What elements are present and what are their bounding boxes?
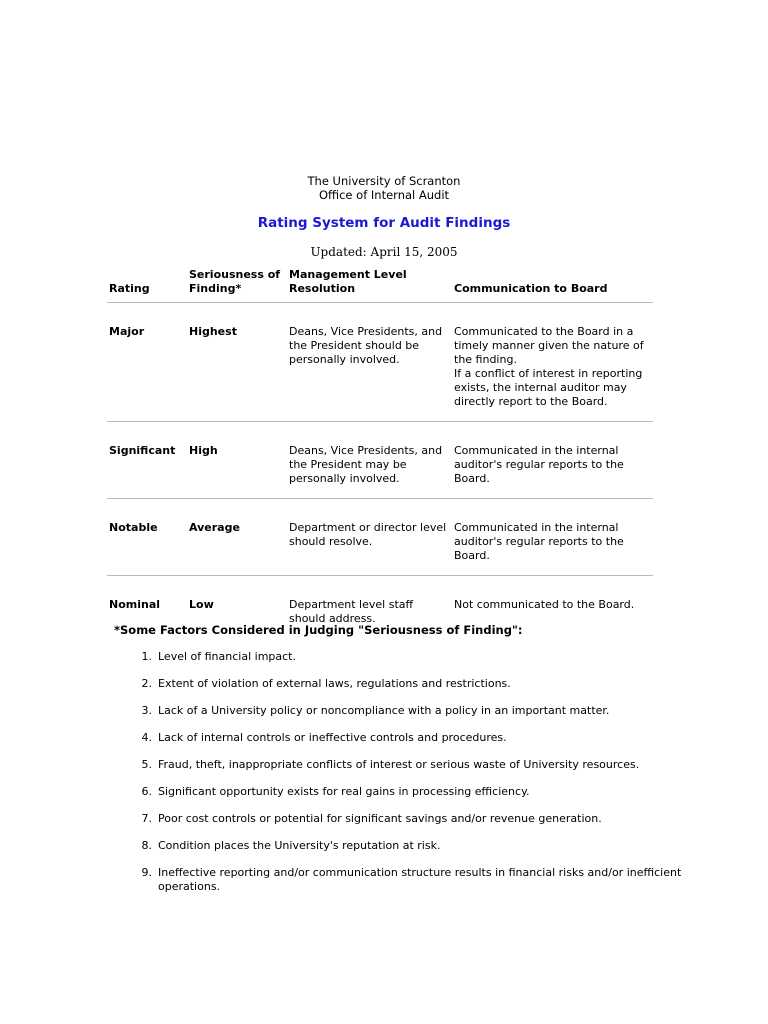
- factors-list: [114, 650, 698, 907]
- cell-communication: Communicated in the internal auditor's regular reports to the Board.: [452, 422, 653, 499]
- factors-heading: *Some Factors Considered in Judging "Seriousness of Finding":: [114, 623, 523, 637]
- table-row: [107, 422, 653, 499]
- table-row: [107, 499, 653, 576]
- rating-table: [107, 268, 653, 630]
- cell-seriousness: Low: [189, 598, 214, 611]
- cell-seriousness: High: [187, 422, 287, 499]
- cell-management: Deans, Vice Presidents, and the President may be personally involved.: [287, 422, 452, 499]
- updated-date: Updated: April 15, 2005: [310, 245, 458, 259]
- office-name: Office of Internal Audit: [318, 188, 450, 202]
- list-item: 9. Ineffective reporting and/or communication structure results in financial risks and/or inefficient operations.: [141, 866, 682, 893]
- cell-communication: Not communicated to the Board.: [454, 598, 635, 611]
- table-header-row: [107, 268, 653, 303]
- cell-communication: Communicated in the internal auditor's regular reports to the Board.: [452, 499, 653, 576]
- document-header: [0, 174, 768, 202]
- list-item: 3. Lack of a University policy or noncompliance with a policy in an important matter.: [141, 704, 610, 717]
- header-seriousness: Seriousness of Finding*: [187, 268, 287, 303]
- cell-rating: Notable: [107, 499, 187, 576]
- org-name: The University of Scranton: [307, 174, 461, 188]
- cell-seriousness: Average: [187, 499, 287, 576]
- cell-rating: Nominal: [109, 598, 161, 611]
- list-item: 4. Lack of internal controls or ineffective controls and procedures.: [141, 731, 507, 744]
- list-item: 1. Level of financial impact.: [141, 650, 296, 663]
- list-item: 5. Fraud, theft, inappropriate conflicts of interest or serious waste of University resources.: [141, 758, 640, 771]
- list-item: 2. Extent of violation of external laws, regulations and restrictions.: [141, 677, 511, 690]
- page-title: Rating System for Audit Findings: [257, 215, 511, 231]
- list-item: 6. Significant opportunity exists for real gains in processing efficiency.: [141, 785, 530, 798]
- header-communication: Communication to Board: [452, 268, 653, 303]
- cell-management: Deans, Vice Presidents, and the President should be personally involved.: [287, 303, 452, 422]
- cell-management: Department level staff should address.: [289, 598, 414, 625]
- table-row: [107, 303, 653, 422]
- table-row: [107, 576, 653, 631]
- cell-rating: Major: [107, 303, 187, 422]
- header-management: Management Level Resolution: [287, 268, 452, 303]
- list-item: 7. Poor cost controls or potential for significant savings and/or revenue generation.: [141, 812, 602, 825]
- header-rating: Rating: [107, 268, 187, 303]
- cell-seriousness: Highest: [187, 303, 287, 422]
- cell-management: Department or director level should resolve.: [287, 499, 452, 576]
- cell-communication: Communicated to the Board in a timely manner given the nature of the finding. If a conflict of interest in reporting exists, the internal auditor may directly report to the Board.: [452, 303, 653, 422]
- cell-rating: Significant: [107, 422, 187, 499]
- list-item: 8. Condition places the University's reputation at risk.: [141, 839, 441, 852]
